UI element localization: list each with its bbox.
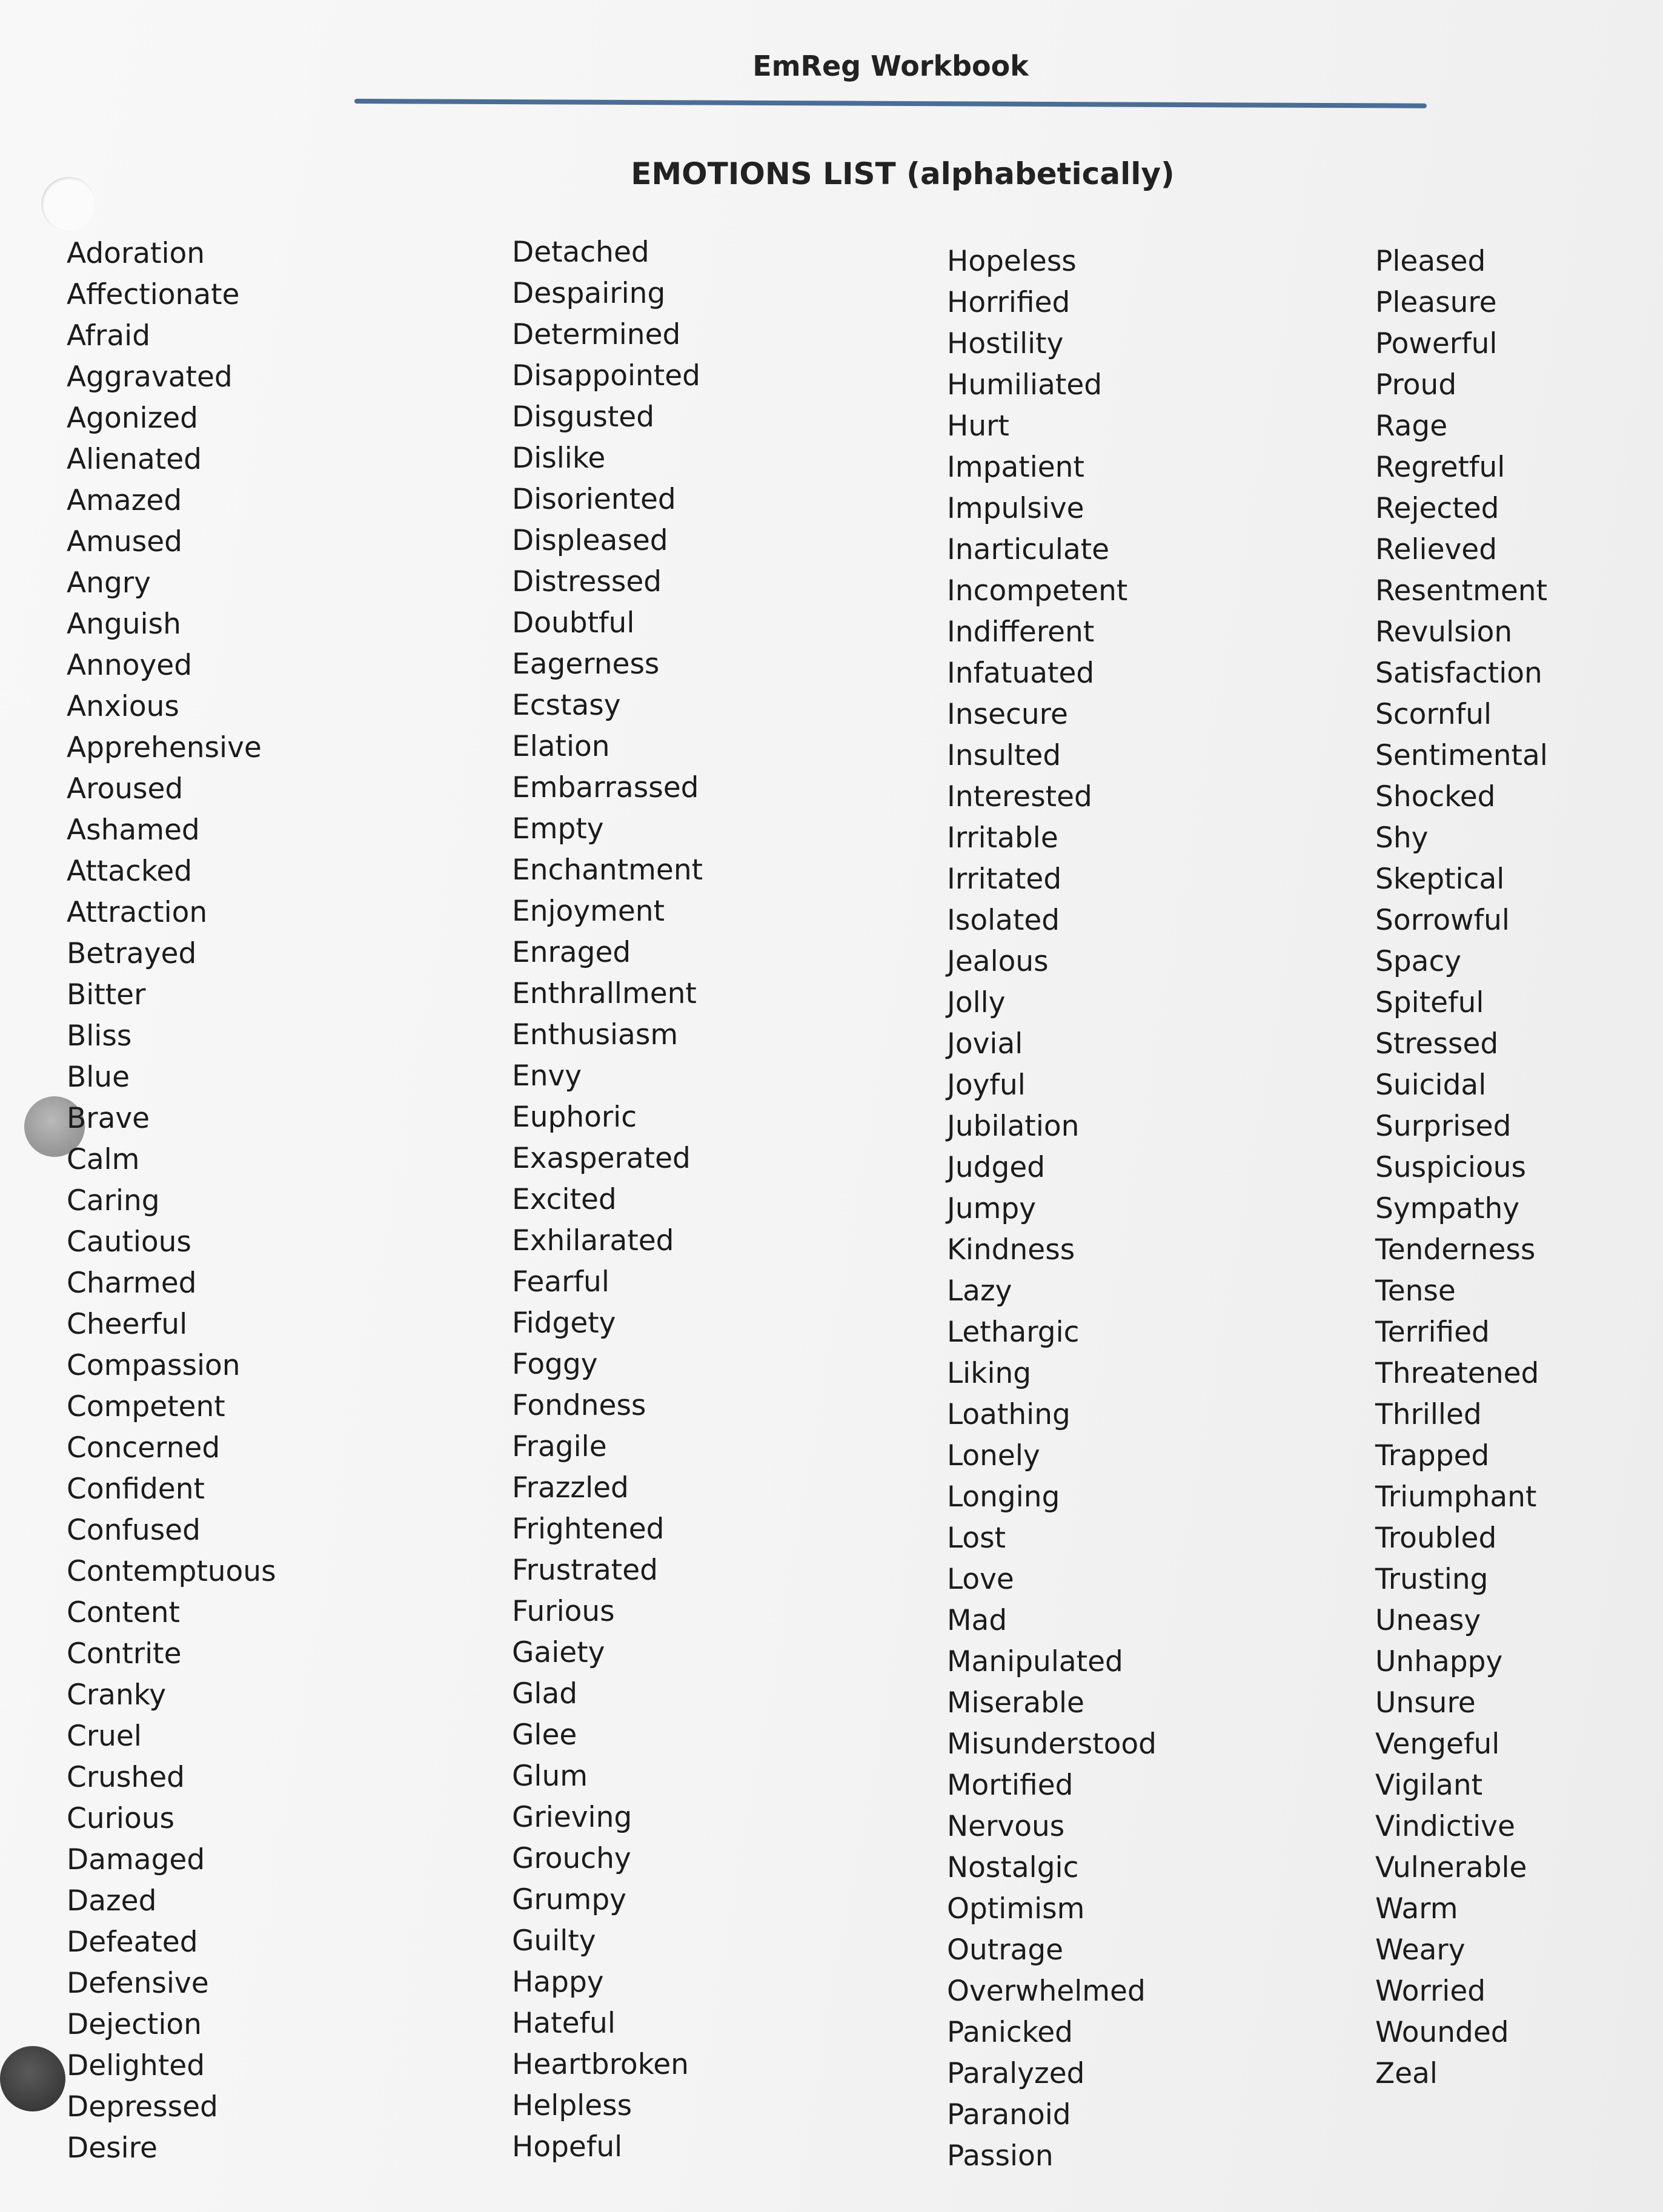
emotion-item: Relieved [1375, 533, 1498, 566]
emotion-item: Aroused [67, 772, 184, 806]
emotion-item: Ashamed [67, 813, 200, 847]
emotion-item: Troubled [1375, 1522, 1497, 1555]
emotion-item: Panicked [947, 2016, 1074, 2049]
emotion-item: Disoriented [512, 483, 676, 516]
emotion-item: Despairing [512, 277, 666, 310]
emotion-item: Detached [512, 236, 649, 269]
emotion-item: Dazed [67, 1884, 157, 1918]
emotion-item: Empty [512, 812, 604, 846]
emotion-item: Dislike [512, 442, 606, 475]
emotion-item: Exhilarated [512, 1224, 674, 1257]
emotion-item: Jumpy [947, 1192, 1037, 1225]
emotion-item: Vengeful [1375, 1727, 1500, 1761]
emotions-column-4 [1375, 241, 1548, 2094]
emotion-item: Suspicious [1375, 1151, 1526, 1184]
emotion-item: Wounded [1375, 2016, 1509, 2049]
emotion-item: Heartbroken [512, 2048, 689, 2081]
emotion-item: Distressed [512, 565, 662, 598]
emotion-item: Shocked [1375, 780, 1496, 813]
emotions-column-2 [512, 232, 703, 2168]
emotion-item: Confused [67, 1514, 201, 1547]
emotion-item: Calm [67, 1143, 140, 1176]
emotion-item: Insulted [947, 739, 1061, 772]
emotion-item: Frightened [512, 1512, 665, 1546]
emotion-item: Passion [947, 2139, 1054, 2173]
emotion-item: Happy [512, 1965, 604, 1999]
emotion-item: Charmed [67, 1267, 197, 1300]
emotion-item: Bliss [67, 1019, 132, 1053]
emotion-item: Ecstasy [512, 689, 621, 722]
emotion-item: Indifferent [947, 615, 1095, 649]
emotion-item: Miserable [947, 1686, 1084, 1720]
emotion-item: Fidgety [512, 1306, 616, 1340]
emotion-item: Compassion [67, 1349, 241, 1382]
emotion-item: Alienated [67, 443, 202, 476]
emotion-item: Scornful [1375, 698, 1492, 731]
header-divider [354, 99, 1427, 108]
emotion-item: Bitter [67, 978, 146, 1012]
emotion-item: Competent [67, 1390, 225, 1423]
emotion-item: Exasperated [512, 1142, 691, 1175]
emotion-item: Manipulated [947, 1645, 1123, 1678]
punch-hole-bottom [0, 2046, 65, 2111]
emotion-item: Confident [67, 1472, 205, 1506]
emotion-item: Crushed [67, 1761, 185, 1794]
emotion-item: Incompetent [947, 574, 1128, 608]
emotion-item: Euphoric [512, 1101, 637, 1134]
emotion-item: Enchantment [512, 853, 703, 887]
emotion-item: Spacy [1375, 945, 1462, 978]
emotion-item: Paranoid [947, 2098, 1071, 2131]
emotion-item: Caring [67, 1184, 160, 1217]
emotion-item: Spiteful [1375, 986, 1484, 1019]
emotion-item: Hateful [512, 2007, 616, 2040]
emotion-item: Warm [1375, 1892, 1458, 1926]
emotion-item: Furious [512, 1595, 615, 1628]
emotion-item: Cheerful [67, 1308, 188, 1341]
emotion-item: Judged [947, 1151, 1046, 1184]
emotion-item: Helpless [512, 2089, 632, 2122]
emotion-item: Blue [67, 1061, 130, 1094]
emotion-item: Regretful [1375, 451, 1505, 484]
emotion-item: Enthusiasm [512, 1018, 679, 1051]
emotion-item: Infatuated [947, 657, 1095, 690]
emotion-item: Dejection [67, 2008, 202, 2041]
emotion-item: Contemptuous [67, 1555, 276, 1588]
emotion-item: Attacked [67, 855, 193, 888]
emotion-item: Enjoyment [512, 895, 665, 928]
emotion-item: Apprehensive [67, 731, 262, 764]
emotion-item: Grieving [512, 1801, 632, 1834]
list-title: EMOTIONS LIST (alphabetically) [631, 156, 1175, 191]
emotion-item: Mad [947, 1604, 1007, 1637]
emotion-item: Impulsive [947, 492, 1084, 525]
emotion-item: Amused [67, 525, 182, 558]
emotion-item: Glee [512, 1718, 577, 1752]
emotion-item: Rejected [1375, 492, 1499, 525]
emotion-item: Disgusted [512, 400, 655, 434]
emotions-column-1 [67, 233, 276, 2169]
emotion-item: Stressed [1375, 1027, 1499, 1061]
emotion-item: Irritated [947, 863, 1062, 896]
emotion-item: Interested [947, 780, 1092, 813]
emotion-item: Aggravated [67, 360, 233, 394]
emotion-item: Amazed [67, 484, 182, 517]
emotion-item: Sympathy [1375, 1192, 1520, 1225]
emotion-item: Trusting [1375, 1563, 1489, 1596]
emotion-item: Gaiety [512, 1636, 605, 1669]
emotion-item: Annoyed [67, 649, 193, 682]
emotion-item: Unsure [1375, 1686, 1476, 1720]
emotion-item: Jealous [947, 945, 1049, 978]
emotion-item: Pleasure [1375, 286, 1497, 319]
emotion-item: Unhappy [1375, 1645, 1503, 1678]
emotion-item: Suicidal [1375, 1068, 1487, 1102]
emotion-item: Brave [67, 1102, 150, 1135]
emotion-item: Curious [67, 1802, 175, 1835]
emotion-item: Jovial [947, 1027, 1023, 1061]
emotion-item: Surprised [1375, 1110, 1512, 1143]
emotion-item: Fearful [512, 1265, 609, 1299]
emotion-item: Vindictive [1375, 1810, 1515, 1843]
emotion-item: Frustrated [512, 1554, 658, 1587]
emotion-item: Determined [512, 318, 681, 351]
emotion-item: Shy [1375, 821, 1429, 855]
emotion-item: Jolly [947, 986, 1006, 1019]
emotion-item: Sorrowful [1375, 904, 1510, 937]
emotion-item: Disappointed [512, 359, 700, 392]
emotion-item: Nervous [947, 1810, 1065, 1843]
punch-hole-top [41, 177, 96, 231]
emotion-item: Anxious [67, 690, 179, 723]
emotion-item: Uneasy [1375, 1604, 1481, 1637]
emotion-item: Pleased [1375, 245, 1486, 278]
emotion-item: Optimism [947, 1892, 1085, 1926]
emotion-item: Betrayed [67, 937, 197, 970]
emotion-item: Fragile [512, 1430, 607, 1463]
emotion-item: Enthrallment [512, 977, 697, 1010]
emotion-item: Vigilant [1375, 1769, 1483, 1802]
emotion-item: Resentment [1375, 574, 1547, 608]
emotion-item: Satisfaction [1375, 657, 1542, 690]
emotion-item: Embarrassed [512, 771, 699, 804]
emotion-item: Angry [67, 566, 151, 600]
emotion-item: Thrilled [1375, 1398, 1482, 1431]
emotion-item: Impatient [947, 451, 1084, 484]
emotion-item: Adoration [67, 237, 205, 270]
emotion-item: Irritable [947, 821, 1058, 855]
emotion-item: Hurt [947, 409, 1009, 443]
emotion-item: Doubtful [512, 606, 635, 640]
emotion-item: Sentimental [1375, 739, 1548, 772]
emotion-item: Terrified [1375, 1316, 1490, 1349]
emotion-item: Zeal [1375, 2057, 1438, 2090]
emotion-item: Attraction [67, 896, 208, 929]
emotion-item: Revulsion [1375, 615, 1513, 649]
emotion-item: Rage [1375, 409, 1448, 443]
emotion-item: Delighted [67, 2049, 205, 2082]
emotion-item: Inarticulate [947, 533, 1110, 566]
emotion-item: Vulnerable [1375, 1851, 1527, 1884]
emotion-item: Proud [1375, 368, 1457, 402]
emotion-item: Depressed [67, 2090, 218, 2124]
emotion-item: Defensive [67, 1967, 209, 2000]
emotion-item: Concerned [67, 1431, 221, 1465]
emotion-item: Longing [947, 1480, 1060, 1514]
emotion-item: Outrage [947, 1933, 1064, 1967]
emotion-item: Worried [1375, 1975, 1486, 2008]
emotion-item: Elation [512, 730, 610, 763]
emotion-item: Fondness [512, 1389, 646, 1422]
emotion-item: Cautious [67, 1225, 191, 1259]
emotion-item: Affectionate [67, 278, 240, 311]
emotion-item: Afraid [67, 319, 151, 353]
emotion-item: Defeated [67, 1926, 198, 1959]
emotion-item: Guilty [512, 1924, 596, 1958]
emotion-item: Envy [512, 1059, 582, 1093]
emotion-item: Damaged [67, 1843, 205, 1876]
emotion-item: Insecure [947, 698, 1068, 731]
emotion-item: Love [947, 1563, 1014, 1596]
emotion-item: Foggy [512, 1348, 598, 1381]
workbook-header-title: EmReg Workbook [752, 50, 1029, 82]
emotion-item: Content [67, 1596, 180, 1629]
emotion-item: Powerful [1375, 327, 1498, 360]
emotion-item: Anguish [67, 608, 181, 641]
emotion-item: Lazy [947, 1274, 1012, 1308]
emotion-item: Frazzled [512, 1471, 629, 1505]
emotion-item: Humiliated [947, 368, 1103, 402]
emotion-item: Cruel [67, 1720, 142, 1753]
emotion-item: Joyful [947, 1068, 1026, 1102]
emotion-item: Hostility [947, 327, 1064, 360]
emotion-item: Jubilation [947, 1110, 1080, 1143]
emotion-item: Liking [947, 1357, 1032, 1390]
emotion-item: Triumphant [1375, 1480, 1537, 1514]
emotion-item: Glad [512, 1677, 578, 1710]
emotion-item: Weary [1375, 1933, 1465, 1967]
emotion-item: Mortified [947, 1769, 1074, 1802]
emotion-item: Horrified [947, 286, 1070, 319]
emotion-item: Lethargic [947, 1316, 1080, 1349]
emotion-item: Lost [947, 1522, 1006, 1555]
emotion-item: Grumpy [512, 1883, 626, 1916]
emotion-item: Glum [512, 1760, 588, 1793]
emotion-item: Skeptical [1375, 863, 1505, 896]
emotion-item: Kindness [947, 1233, 1075, 1267]
emotion-item: Tenderness [1375, 1233, 1536, 1267]
emotion-item: Cranky [67, 1678, 167, 1712]
emotions-column-3 [947, 241, 1157, 2177]
emotion-item: Desire [67, 2131, 158, 2165]
emotion-item: Enraged [512, 936, 631, 969]
emotion-item: Loathing [947, 1398, 1070, 1431]
emotion-item: Trapped [1375, 1439, 1490, 1472]
emotion-item: Tense [1375, 1274, 1456, 1308]
emotion-item: Grouchy [512, 1842, 631, 1875]
emotion-item: Overwhelmed [947, 1975, 1146, 2008]
emotion-item: Misunderstood [947, 1727, 1157, 1761]
emotion-item: Hopeful [512, 2130, 623, 2164]
emotion-item: Isolated [947, 904, 1060, 937]
emotion-item: Displeased [512, 524, 668, 557]
emotion-item: Contrite [67, 1637, 182, 1671]
emotion-item: Paralyzed [947, 2057, 1085, 2090]
emotion-item: Agonized [67, 402, 199, 435]
emotion-item: Hopeless [947, 245, 1077, 278]
emotion-item: Eagerness [512, 647, 660, 681]
emotion-item: Lonely [947, 1439, 1040, 1472]
emotion-item: Nostalgic [947, 1851, 1079, 1884]
emotion-item: Excited [512, 1183, 617, 1216]
emotion-item: Threatened [1375, 1357, 1539, 1390]
